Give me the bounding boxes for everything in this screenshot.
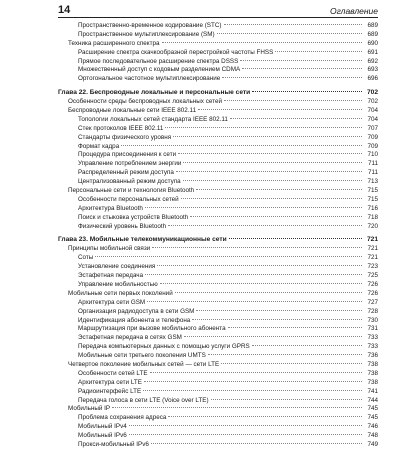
toc-entry [58,178,378,187]
toc-entry-page: 711 [367,169,378,177]
dot-leader [198,109,362,110]
dot-leader [160,283,362,284]
toc-entry-page: 692 [367,57,378,65]
toc-chapter-entry [58,89,378,98]
dot-leader [217,33,362,34]
toc-entry-title: Мобильные сети третьего поколения UMTS [78,352,206,360]
toc-entry-page: 730 [367,316,378,324]
dot-leader [144,381,362,382]
dot-leader [228,327,362,328]
toc-entry-page: 728 [367,307,378,315]
toc-entry-title: Формат кадра [78,142,120,150]
toc-entry-title: Эстафетная передача [78,272,144,280]
dot-leader [150,372,362,373]
toc-entry-title: Проблема сохранения адреса [78,414,167,422]
toc-entry-title: Стек протоколов IEEE 802.11 [78,124,164,132]
dot-leader [183,162,362,163]
toc-entry [58,40,378,49]
toc-entry-title: Топологии локальных сетей стандарта IEEE 802.11 [78,115,228,123]
toc-entry-title: Передача компьютерных данных с помощью услуги GPRS [78,343,250,351]
toc-entry [58,134,378,143]
toc-entry-title: Централизованный режим доступа [78,178,181,186]
toc-entry-title: Особенности среды беспроводных локальных сетей [68,98,222,106]
toc-entry-page: 749 [367,440,378,448]
running-title: Оглавление [329,6,378,16]
toc-entry-title: Организация радиодоступа в сети GSM [78,307,195,315]
toc-entry [58,31,378,40]
toc-entry-title: Эстафетная передача в сетях GSM [78,334,182,342]
toc-entry-page: 725 [367,272,378,280]
toc-entry-page: 689 [367,22,378,29]
dot-leader [196,189,362,190]
toc-entry-title: Прокси-мобильный IPv6 [78,440,149,448]
dot-leader [224,100,362,101]
dot-leader [229,238,362,239]
dot-leader [143,390,362,391]
toc-entry-page: 741 [367,387,378,395]
toc-entry-page: 693 [367,66,378,74]
toc-entry [58,299,378,308]
toc-entry-title: Управление мобильностью [78,280,158,288]
toc-entry [58,325,378,334]
toc-entry-title: Передача голоса в сети LTE (Voice over LTE) [78,396,209,404]
page-number: 14 [58,4,71,16]
toc-entry [58,370,378,379]
page-header [58,3,378,18]
dot-leader [151,443,362,444]
toc-entry-page: 746 [367,423,378,431]
toc-entry-title: Управление потреблением энергии [78,160,182,168]
dot-leader [196,310,362,311]
toc-entry-title: Поиск и стыковка устройств Bluetooth [78,213,189,221]
toc-entry-page: 723 [367,263,378,271]
toc-entry-page: 709 [367,133,378,141]
dot-leader [95,256,362,257]
toc-entry-title: Глава 23. Мобильные телекоммуникационные сети [58,236,227,244]
toc-entry-page: 738 [367,369,378,377]
toc-entry-title: Беспроводные локальные сети IEEE 802.11 [68,107,197,115]
dot-leader [211,399,362,400]
toc-entry-page: 738 [367,378,378,386]
toc-entry [58,214,378,223]
toc-entry-page: 733 [367,334,378,342]
dot-leader [240,60,362,61]
toc-entry-page: 726 [367,289,378,297]
dot-leader [222,77,362,78]
dot-leader [224,24,363,25]
dot-leader [112,407,362,408]
toc-entry-title: Мобильный IPv4 [78,423,127,431]
toc-entry [58,272,378,281]
toc-entry-page: 726 [367,280,378,288]
dot-leader [190,216,362,217]
toc-entry-page: 748 [367,432,378,440]
toc-entry-page: 718 [367,213,378,221]
toc-entry [58,379,378,388]
toc-entry-page: 702 [366,89,378,97]
toc-entry-page: 691 [367,48,378,56]
toc-entry-page: 731 [367,325,378,333]
table-of-contents [58,22,378,450]
dot-leader [242,68,362,69]
dot-leader [168,225,362,226]
toc-entry [58,116,378,125]
toc-entry-page: 733 [367,343,378,351]
toc-entry-title: Мобильный IP [68,405,111,413]
toc-entry [58,405,378,414]
dot-leader [157,265,362,266]
toc-entry [58,49,378,58]
dot-leader [175,292,362,293]
toc-entry [58,308,378,317]
toc-entry-title: Соты [78,254,94,262]
toc-entry [58,388,378,397]
toc-entry [58,98,378,107]
toc-entry-title: Персональные сети и технология Bluetooth [68,187,195,195]
toc-entry-title: Мобильный IPv6 [78,432,127,440]
dot-leader [162,42,362,43]
dot-leader [183,180,362,181]
toc-entry-title: Особенности сетей LTE [78,369,148,377]
toc-entry [58,66,378,75]
toc-entry-title: Четвертое поколение мобильных сетей — сети LTE [68,360,220,368]
dot-leader [192,319,362,320]
toc-entry-page: 727 [367,298,378,306]
dot-leader [275,51,362,52]
toc-entry [58,414,378,423]
toc-entry-page: 690 [367,39,378,47]
toc-entry-title: Маршрутизация при вызове мобильного абонента [78,325,226,333]
dot-leader [178,153,362,154]
dot-leader [173,136,362,137]
toc-entry-page: 745 [367,414,378,422]
toc-entry-page: 713 [367,178,378,186]
toc-entry-title: Принципы мобильной связи [68,245,151,253]
toc-entry-page: 715 [367,187,378,195]
dot-leader [168,416,362,417]
toc-entry-title: Распределенный режим доступа [78,169,174,177]
toc-entry [58,263,378,272]
toc-entry-title: Особенности персональных сетей [78,195,179,203]
dot-leader [145,207,362,208]
toc-entry [58,205,378,214]
toc-entry-title: Глава 22. Беспроводные локальные и персональные сети [58,89,251,97]
toc-entry-page: 696 [367,75,378,83]
toc-entry-page: 704 [367,107,378,115]
toc-entry-page: 745 [367,405,378,413]
dot-leader [129,425,362,426]
toc-entry-page: 711 [367,160,378,168]
toc-entry-page: 738 [367,360,378,368]
toc-entry [58,281,378,290]
dot-leader [165,127,362,128]
toc-entry [58,169,378,178]
toc-entry-page: 721 [367,245,378,253]
toc-entry-page: 720 [367,222,378,230]
toc-entry-page: 744 [367,396,378,404]
toc-entry-title: Множественный доступ с кодовым разделением CDMA [78,66,241,74]
toc-entry-title: Техника расширенного спектра [68,39,160,47]
toc-entry-title: Прямое последовательное расширение спектра DSSS [78,57,239,65]
toc-entry-page: 710 [367,151,378,159]
toc-entry-page: 709 [367,142,378,150]
toc-entry-page: 716 [367,204,378,212]
toc-entry-page: 736 [367,352,378,360]
toc-entry-title: Архитектура Bluetooth [78,204,143,212]
toc-entry-title: Идентификация абонента и телефона [78,316,191,324]
dot-leader [176,171,362,172]
toc-entry-page: 721 [367,254,378,262]
toc-entry-title: Мобильные сети первых поколений [68,289,173,297]
toc-entry-page: 715 [367,195,378,203]
toc-entry [58,245,378,254]
dot-leader [121,145,362,146]
dot-leader [152,247,362,248]
toc-entry-page: 704 [367,115,378,123]
dot-leader [181,198,362,199]
toc-entry-title: Установление соединения [78,263,156,271]
dot-leader [221,363,362,364]
toc-entry [58,125,378,134]
toc-entry [58,334,378,343]
toc-entry [58,432,378,441]
toc-entry-title: Физический уровень Bluetooth [78,222,167,230]
toc-entry [58,196,378,205]
toc-entry-title: Пространственно-временное кодирование (STC) [78,22,222,29]
toc-entry [58,254,378,263]
dot-leader [252,345,362,346]
toc-entry [58,290,378,299]
toc-entry [58,361,378,370]
toc-entry-title: Ортогональное частотное мультиплексирование [78,75,221,83]
dot-leader [147,301,362,302]
toc-entry [58,223,378,232]
toc-entry [58,160,378,169]
dot-leader [184,336,362,337]
toc-entry-page: 689 [367,30,378,38]
toc-entry [58,143,378,152]
dot-leader [208,354,362,355]
toc-entry [58,423,378,432]
toc-entry [58,343,378,352]
toc-entry-title: Архитектура сети GSM [78,298,146,306]
toc-entry-page: 702 [367,98,378,106]
toc-entry-page: 707 [367,124,378,132]
toc-entry [58,187,378,196]
toc-entry-title: Архитектура сети LTE [78,378,142,386]
dot-leader [230,118,362,119]
toc-entry-title: Пространственное мультиплексирование (SM) [78,30,215,38]
dot-leader [252,91,362,92]
toc-entry [58,107,378,116]
toc-entry [58,352,378,361]
toc-entry-title: Расширение спектра скачкообразной перестройкой частоты FHSS [78,48,274,56]
dot-leader [129,434,362,435]
dot-leader [145,274,362,275]
toc-entry [58,441,378,450]
toc-entry-title: Процедура присоединения к сети [78,151,177,159]
toc-entry-title: Радиоинтерфейс LTE [78,387,142,395]
toc-entry-page: 721 [366,236,378,244]
toc-entry [58,22,378,31]
toc-entry-title: Стандарты физического уровня [78,133,172,141]
toc-entry [58,75,378,84]
